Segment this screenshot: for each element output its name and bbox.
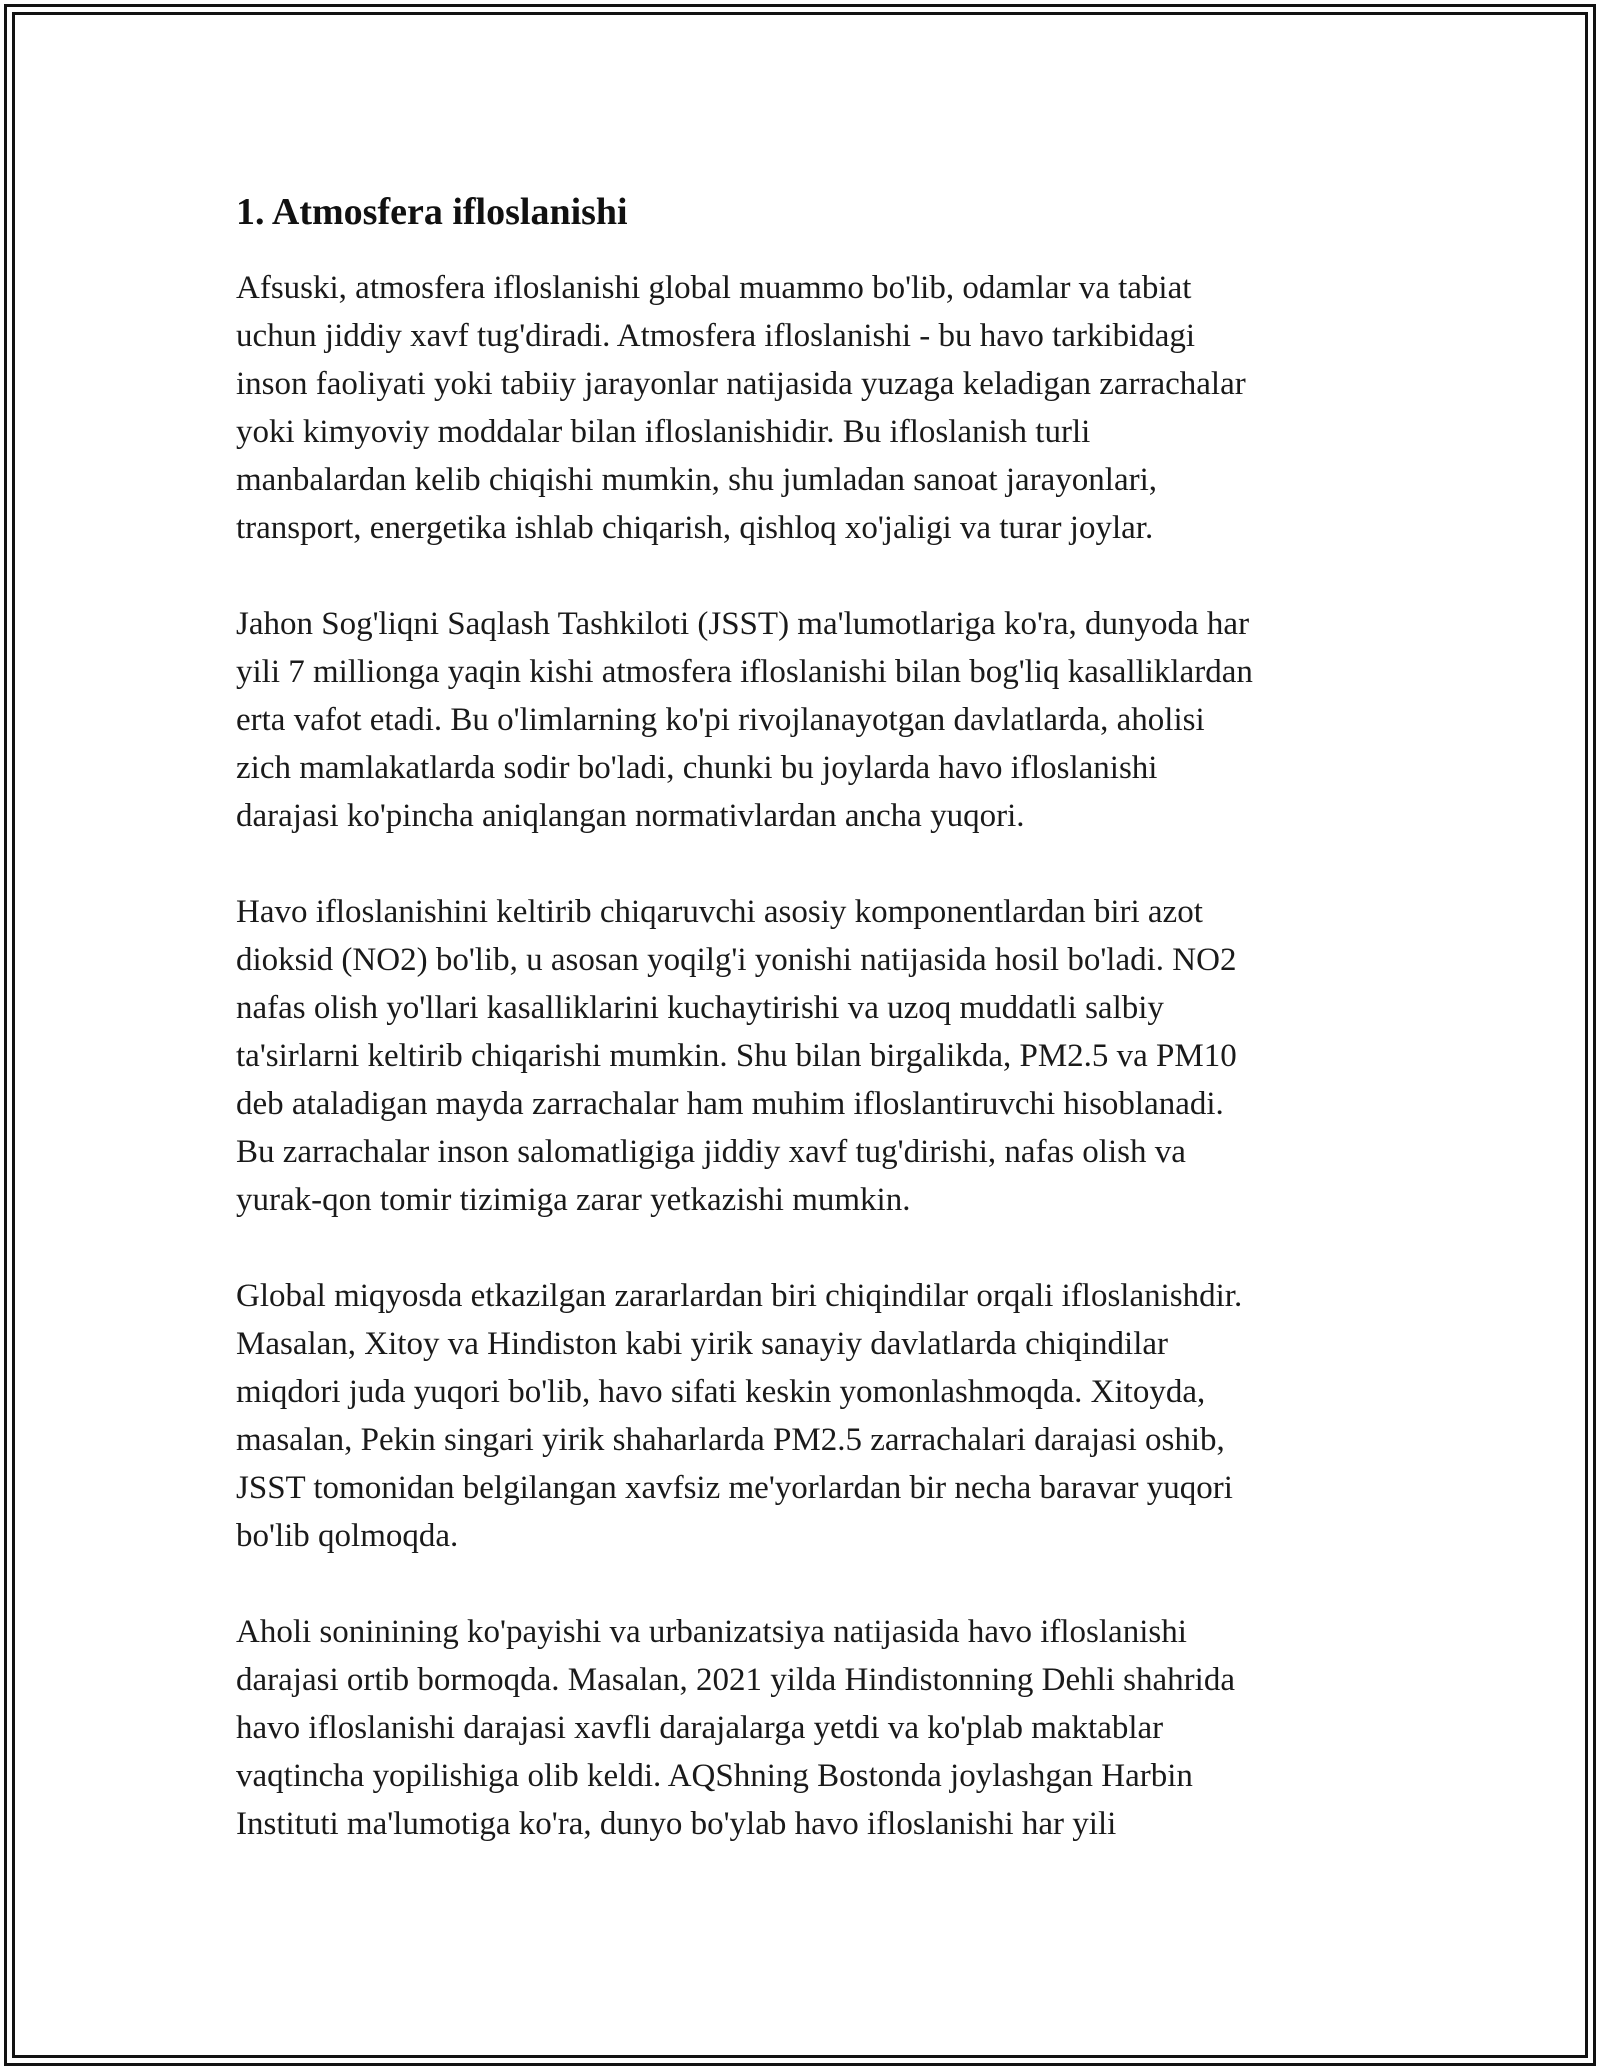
paragraph-line: Instituti ma'lumotiga ko'ra, dunyo bo'ylab havo ifloslanishi har yili (236, 1806, 1117, 1842)
paragraph-line: darajasi ko'pincha aniqlangan normativlardan ancha yuqori. (236, 798, 1025, 834)
section-title: 1. Atmosfera ifloslanishi (236, 191, 628, 233)
paragraph-line: JSST tomonidan belgilangan xavfsiz me'yorlardan bir necha baravar yuqori (236, 1470, 1233, 1506)
paragraph-line: yurak-qon tomir tizimiga zarar yetkazishi mumkin. (236, 1182, 911, 1218)
paragraph-line: zich mamlakatlarda sodir bo'ladi, chunki bu joylarda havo ifloslanishi (236, 750, 1158, 786)
paragraph-line: Havo ifloslanishini keltirib chiqaruvchi asosiy komponentlardan biri azot (236, 894, 1203, 930)
document-body (236, 188, 1386, 1896)
paragraph-4 (236, 1272, 1386, 1560)
paragraph-5 (236, 1608, 1386, 1848)
paragraph-line: Afsuski, atmosfera ifloslanishi global muammo bo'lib, odamlar va tabiat (236, 270, 1192, 306)
paragraph-line: Bu zarrachalar inson salomatligiga jiddiy xavf tug'dirishi, nafas olish va (236, 1134, 1186, 1170)
paragraph-line: yoki kimyoviy moddalar bilan ifloslanishidir. Bu ifloslanish turli (236, 414, 1091, 450)
paragraph-line: havo ifloslanishi darajasi xavfli darajalarga yetdi va ko'plab maktablar (236, 1710, 1164, 1746)
paragraph-line: deb ataladigan mayda zarrachalar ham muhim ifloslantiruvchi hisoblanadi. (236, 1086, 1224, 1122)
paragraph-line: bo'lib qolmoqda. (236, 1518, 459, 1554)
paragraph-line: vaqtincha yopilishiga olib keldi. AQShning Bostonda joylashgan Harbin (236, 1758, 1193, 1794)
paragraph-line: manbalardan kelib chiqishi mumkin, shu jumladan sanoat jarayonlari, (236, 462, 1158, 498)
paragraph-line: darajasi ortib bormoqda. Masalan, 2021 yilda Hindistonning Dehli shahrida (236, 1662, 1235, 1698)
paragraph-1 (236, 264, 1386, 552)
paragraph-line: inson faoliyati yoki tabiiy jarayonlar natijasida yuzaga keladigan zarrachalar (236, 366, 1246, 402)
paragraph-line: miqdori juda yuqori bo'lib, havo sifati keskin yomonlashmoqda. Xitoyda, (236, 1374, 1206, 1410)
paragraph-line: nafas olish yo'llari kasalliklarini kuchaytirishi va uzoq muddatli salbiy (236, 990, 1164, 1026)
paragraph-line: Masalan, Xitoy va Hindiston kabi yirik sanayiy davlatlarda chiqindilar (236, 1326, 1169, 1362)
paragraph-line: ta'sirlarni keltirib chiqarishi mumkin. Shu bilan birgalikda, PM2.5 va PM10 (236, 1038, 1237, 1074)
paragraph-line: transport, energetika ishlab chiqarish, qishloq xo'jaligi va turar joylar. (236, 510, 1154, 546)
paragraph-line: yili 7 millionga yaqin kishi atmosfera ifloslanishi bilan bog'liq kasalliklardan (236, 654, 1253, 690)
paragraph-line: dioksid (NO2) bo'lib, u asosan yoqilg'i yonishi natijasida hosil bo'ladi. NO2 (236, 942, 1237, 978)
paragraph-line: erta vafot etadi. Bu o'limlarning ko'pi rivojlanayotgan davlatlarda, aholisi (236, 702, 1205, 738)
paragraph-2 (236, 600, 1386, 840)
paragraph-line: uchun jiddiy xavf tug'diradi. Atmosfera ifloslanishi - bu havo tarkibidagi (236, 318, 1196, 354)
paragraph-line: masalan, Pekin singari yirik shaharlarda PM2.5 zarrachalari darajasi oshib, (236, 1422, 1225, 1458)
paragraph-3 (236, 888, 1386, 1224)
paragraph-line: Aholi soninining ko'payishi va urbanizatsiya natijasida havo ifloslanishi (236, 1614, 1187, 1650)
paragraph-line: Global miqyosda etkazilgan zararlardan biri chiqindilar orqali ifloslanishdir. (236, 1278, 1243, 1314)
paragraph-line: Jahon Sog'liqni Saqlash Tashkiloti (JSST) ma'lumotlariga ko'ra, dunyoda har (236, 606, 1250, 642)
